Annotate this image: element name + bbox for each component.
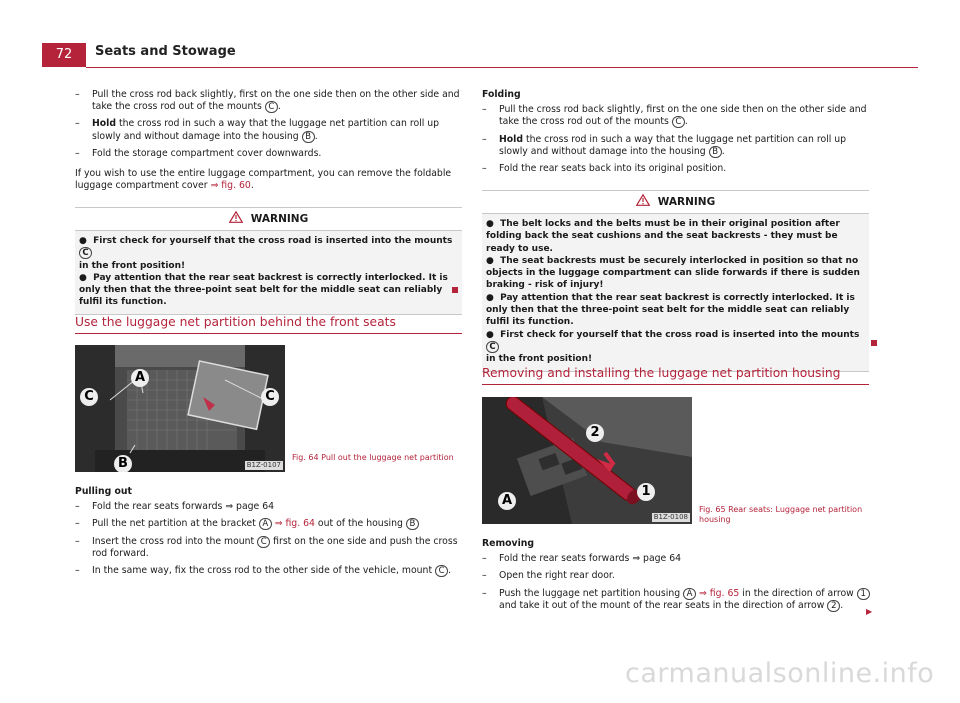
- subheading: Removing: [482, 538, 535, 549]
- step: – In the same way, fix the cross rod to the other side of the vehicle, mount C .: [75, 565, 465, 577]
- section-title: Use the luggage net partition behind the front seats: [75, 315, 396, 329]
- label-badge: C: [486, 341, 499, 353]
- label-badge: 1: [857, 588, 870, 600]
- step: – Insert the cross rod into the mount C first on the one side and push the cross rod forward.: [75, 536, 465, 560]
- label-badge: C: [257, 536, 270, 548]
- figure-link[interactable]: ⇒ fig. 64: [274, 518, 315, 530]
- paragraph: If you wish to use the entire luggage compartment, you can remove the foldable luggage compartment cover ⇒ fig. 60.: [75, 168, 452, 192]
- label-badge: C: [435, 565, 448, 577]
- figure-label: C: [80, 388, 98, 406]
- warning-item: ● First check for yourself that the cross road is inserted into the mounts C in the front position!: [79, 236, 453, 271]
- warning-item: ● First check for yourself that the cross road is inserted into the mounts C in the front position!: [486, 329, 860, 365]
- warning-item: ● Pay attention that the rear seat backrest is correctly interlocked. It is only then that the three-point seat belt for the middle seat can reliably fulfil its function.: [79, 272, 448, 308]
- header-rule: [86, 67, 918, 68]
- step: – Fold the storage compartment cover downwards.: [75, 148, 465, 160]
- warning-item: ● Pay attention that the rear seat backrest is correctly interlocked. It is only then that the three-point seat belt for the middle seat can reliably fulfil its function.: [486, 292, 855, 328]
- figure-caption: Fig. 65 Rear seats: Luggage net partition housing: [699, 505, 863, 524]
- page-title: Seats and Stowage: [95, 44, 236, 59]
- section-rule: [482, 384, 869, 385]
- right-removing: [482, 538, 873, 617]
- step: – Hold the cross rod in such a way that the luggage net partition can roll up slowly and without damage into the housing B .: [482, 134, 870, 158]
- warning-triangle-icon: [229, 211, 243, 223]
- subheading: Folding: [482, 89, 521, 100]
- figure-link[interactable]: ⇒ fig. 65: [699, 587, 740, 599]
- figure-label: B: [114, 455, 132, 472]
- continue-arrow-icon: ▶: [866, 607, 873, 616]
- warning-box: [482, 190, 869, 372]
- subheading: Pulling out: [75, 486, 132, 497]
- step: – Push the luggage net partition housing A ⇒ fig. 65 in the direction of arrow 1 and take it out of the mount of the rear seats in the direction of arrow 2 .: [482, 588, 870, 612]
- figure-label: A: [131, 369, 149, 387]
- label-badge: C: [672, 116, 685, 128]
- step: – Hold the cross rod in such a way that the luggage net partition can roll up slowly and without damage into the housing B .: [75, 118, 465, 142]
- warning-header: WARNING: [482, 191, 869, 214]
- label-badge: A: [683, 588, 696, 600]
- warning-body: [482, 214, 869, 371]
- section-end-marker: [871, 340, 877, 346]
- step: – Fold the rear seats back into its original position.: [482, 163, 870, 175]
- section-rule: [75, 333, 462, 334]
- figure-label: 1: [637, 483, 655, 501]
- section-title: Removing and installing the luggage net partition housing: [482, 366, 841, 380]
- step: – Fold the rear seats forwards ⇒ page 64: [75, 501, 465, 513]
- figure-code: B1Z-0107: [246, 461, 281, 469]
- step: – Pull the cross rod back slightly, first on the one side then on the other side and take the cross rod out of the mounts C .: [75, 89, 465, 113]
- watermark: carmanualsonline.info: [625, 658, 935, 689]
- label-badge: B: [406, 518, 419, 530]
- warning-header: WARNING: [75, 208, 462, 231]
- figure-code: B1Z-0108: [653, 513, 688, 521]
- label-badge: A: [259, 518, 272, 530]
- warning-triangle-icon: [636, 194, 650, 206]
- left-pulling-out: [75, 486, 465, 582]
- figure-label: C: [261, 388, 279, 406]
- right-column: [482, 89, 870, 180]
- figure-65-image: [482, 397, 692, 524]
- step: – Fold the rear seats forwards ⇒ page 64: [482, 553, 870, 565]
- label-badge: C: [79, 247, 92, 259]
- step: – Pull the net partition at the bracket A ⇒ fig. 64 out of the housing B: [75, 518, 465, 530]
- warning-item: ● The seat backrests must be securely interlocked in position so that no objects in the luggage compartment can slide forwards if there is sudden braking - risk of injury!: [486, 255, 860, 291]
- step: – Open the right rear door.: [482, 570, 870, 582]
- label-badge: B: [709, 146, 722, 158]
- figure-64-image: [75, 345, 285, 472]
- page-number: 72: [42, 43, 86, 67]
- figure-link[interactable]: ⇒ fig. 60: [210, 180, 251, 192]
- figure-caption: Fig. 64 Pull out the luggage net partition: [292, 453, 454, 462]
- label-badge: 2: [827, 600, 840, 612]
- step: – Pull the cross rod back slightly, first on the one side then on the other side and take the cross rod out of the mounts C .: [482, 104, 870, 128]
- figure-label: 2: [586, 424, 604, 442]
- label-badge: C: [265, 101, 278, 113]
- section-end-marker: [452, 287, 458, 293]
- figure-label: A: [498, 492, 516, 510]
- warning-item: ● The belt locks and the belts must be in their original position after folding back the seat cushions and the seat backrests - they must be ready to use.: [486, 219, 840, 254]
- warning-body: [75, 231, 462, 314]
- label-badge: B: [302, 131, 315, 143]
- left-column: [75, 89, 465, 202]
- warning-box: [75, 207, 462, 315]
